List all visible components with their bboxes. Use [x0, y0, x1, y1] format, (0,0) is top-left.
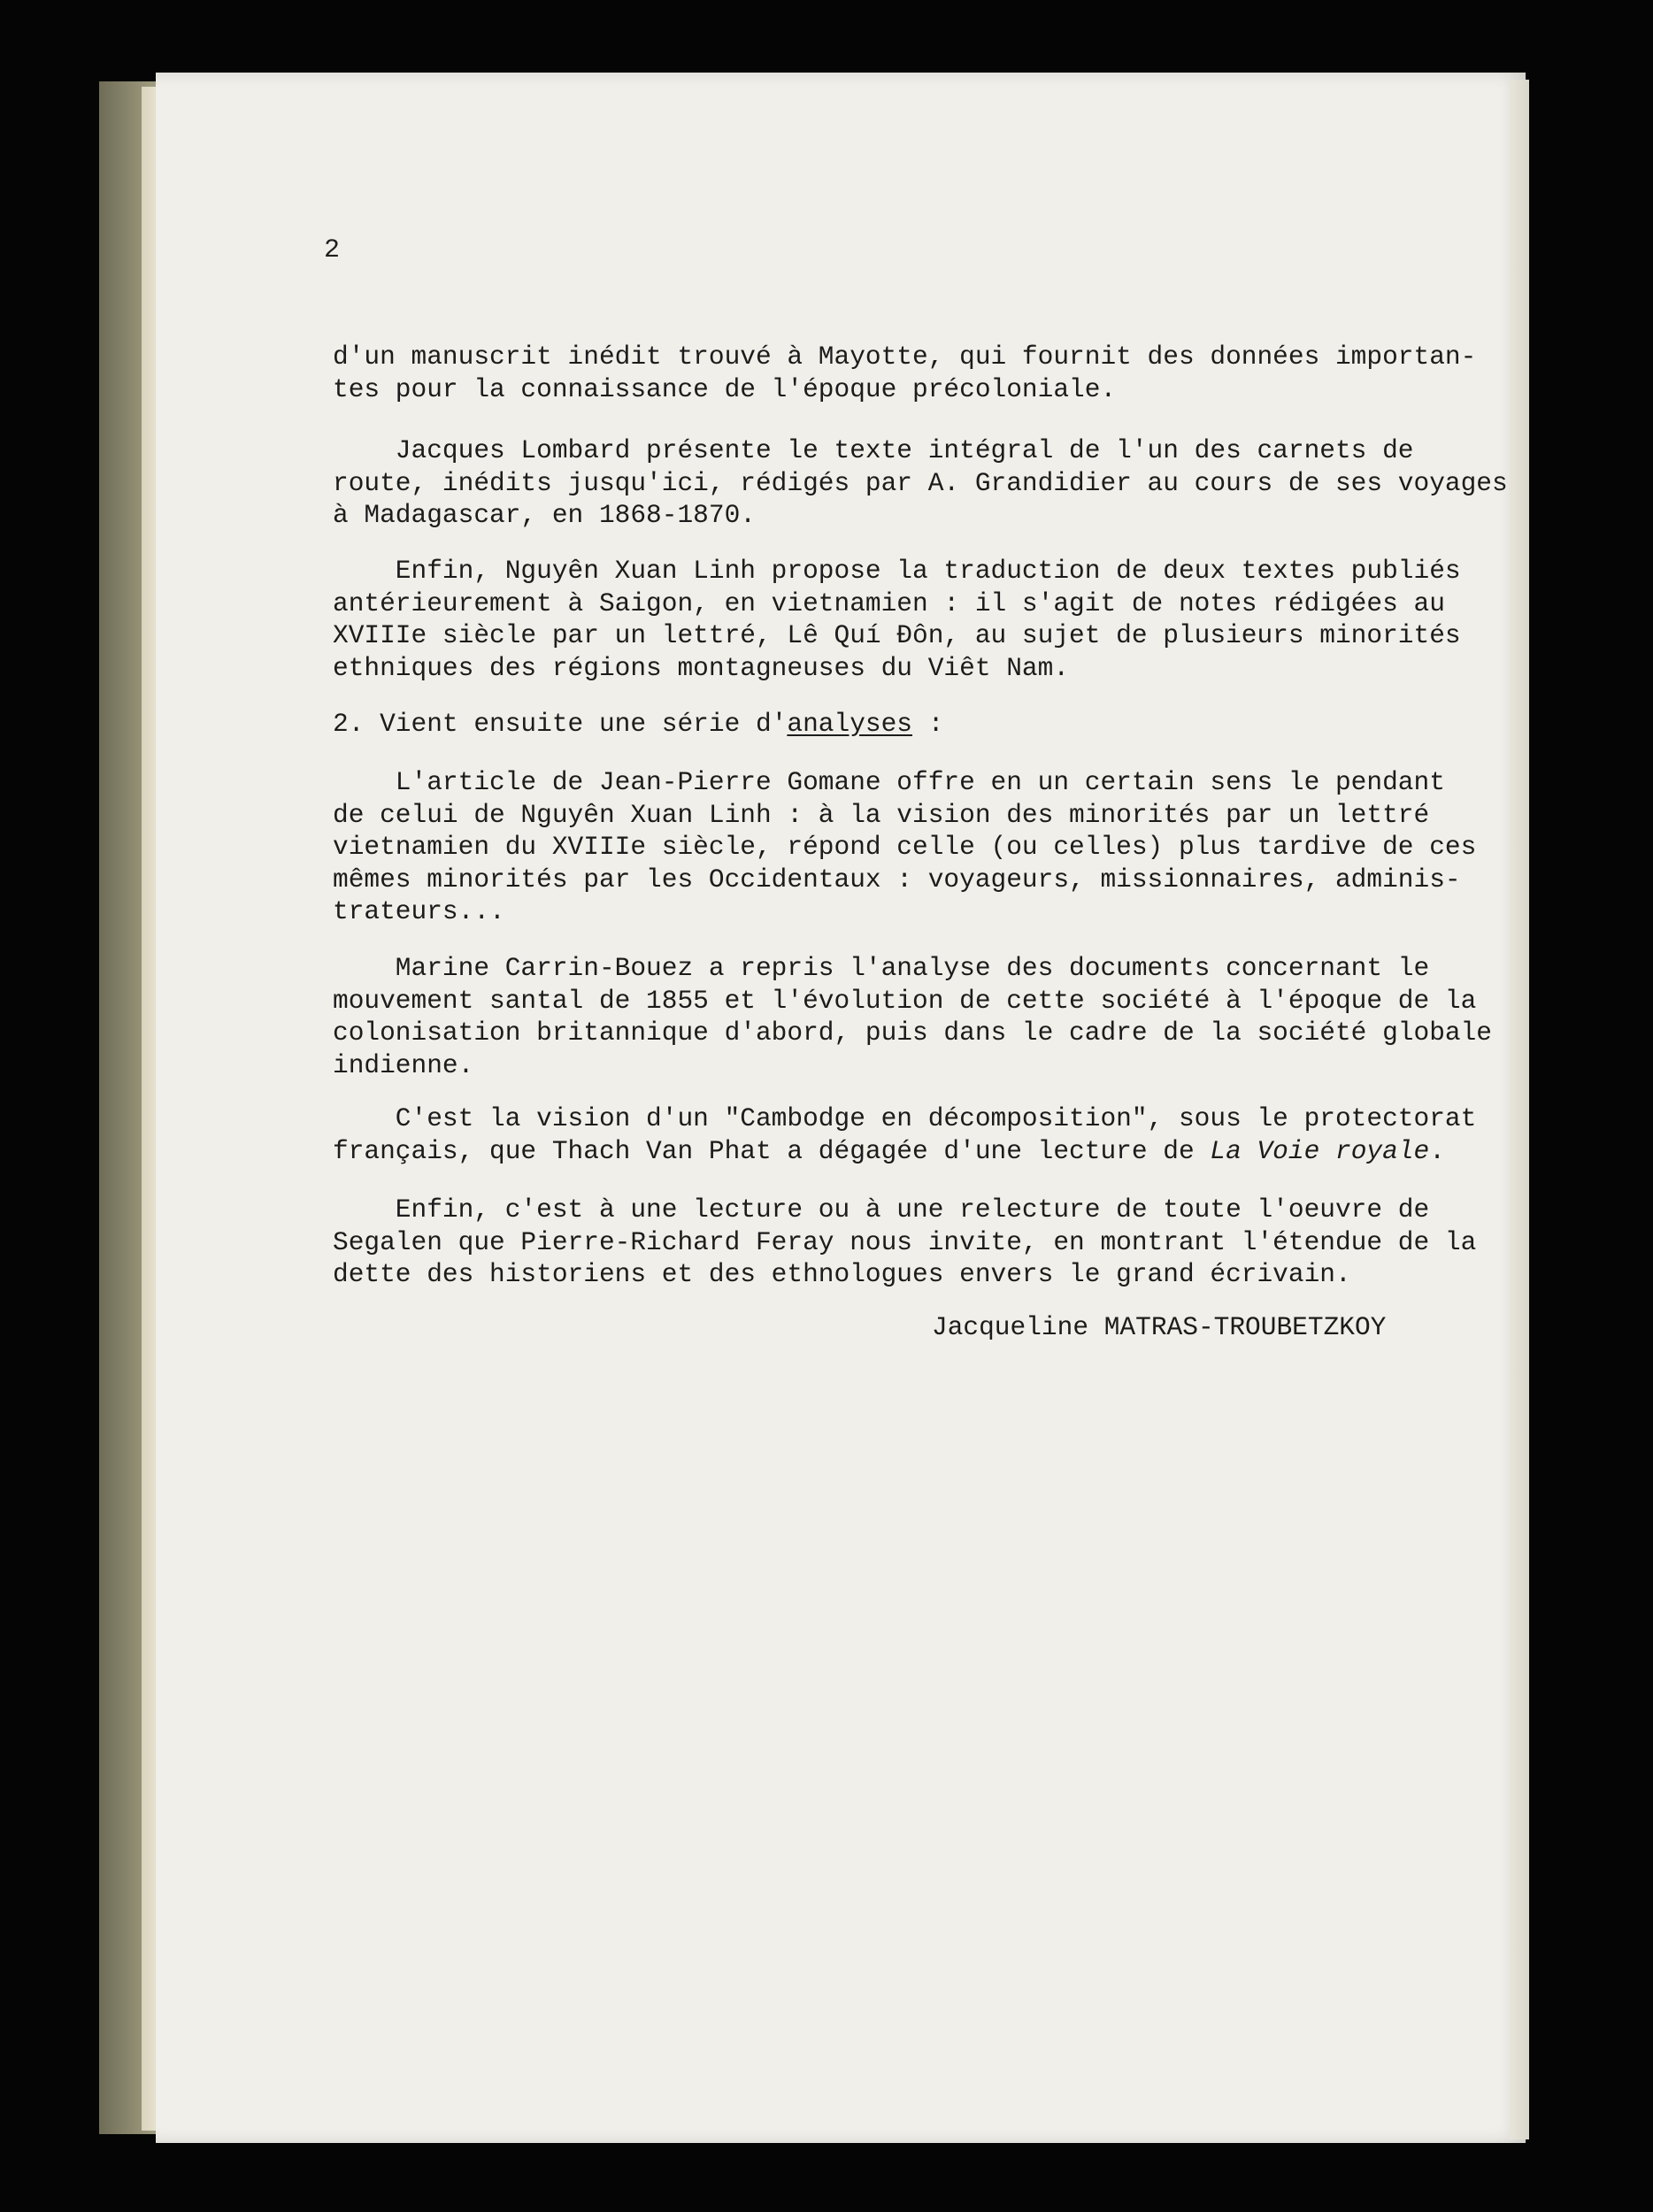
text-line: à Madagascar, en 1868-1870. — [333, 500, 756, 531]
text-line: dette des historiens et des ethnologues envers le grand écrivain. — [333, 1259, 1351, 1290]
text-line: ethniques des régions montagneuses du Viêt Nam. — [333, 652, 1070, 683]
text-line: d'un manuscrit inédit trouvé à Mayotte, qui fournit des données importan- — [333, 342, 1477, 372]
text-line: Jacques Lombard présente le texte intégral de l'un des carnets de — [333, 435, 1414, 465]
paragraph-feray — [333, 1194, 1477, 1291]
text-line: vietnamien du XVIIIe siècle, répond celle (ou celles) plus tardive de ces — [333, 832, 1477, 863]
text-line: trateurs... — [333, 896, 505, 927]
text-line: mouvement santal de 1855 et l'évolution de cette société à l'époque de la — [333, 985, 1477, 1016]
page-number: 2 — [324, 235, 341, 265]
text-segment: . — [1429, 1135, 1445, 1166]
page-edge — [1510, 80, 1529, 2139]
text-line — [333, 1135, 1445, 1168]
text-line: tes pour la connaissance de l'époque précoloniale. — [333, 373, 1117, 404]
text-segment: français, que Thach Van Phat a dégagée d'une lecture de — [333, 1135, 1211, 1166]
author-signature: Jacqueline MATRAS-TROUBETZKOY — [932, 1312, 1387, 1342]
paragraph-nguyen — [333, 555, 1461, 684]
heading-underlined-word: analyses — [787, 709, 913, 739]
text-line: Segalen que Pierre-Richard Feray nous invite, en montrant l'étendue de la — [333, 1226, 1477, 1257]
heading-suffix: : — [912, 709, 944, 739]
paragraph-carrin-bouez — [333, 952, 1493, 1081]
text-line: de celui de Nguyên Xuan Linh : à la vision des minorités par un lettré — [333, 799, 1430, 830]
text-line: XVIIIe siècle par un lettré, Lê Quí Ðôn, au sujet de plusieurs minorités — [333, 620, 1461, 651]
text-line: indienne. — [333, 1049, 474, 1080]
text-line: colonisation britannique d'abord, puis dans le cadre de la société globale — [333, 1018, 1493, 1048]
text-line: L'article de Jean-Pierre Gomane offre en un certain sens le pendant — [333, 767, 1445, 797]
heading-prefix: 2. Vient ensuite une série d' — [333, 709, 788, 739]
text-line: Enfin, Nguyên Xuan Linh propose la traduction de deux textes publiés — [333, 556, 1461, 586]
text-line: route, inédits jusqu'ici, rédigés par A. Grandidier au cours de ses voyages — [333, 467, 1508, 498]
text-line: antérieurement à Saigon, en vietnamien : il s'agit de notes rédigées au — [333, 588, 1445, 618]
paragraph-lombard — [333, 434, 1508, 532]
book-title: La Voie royale — [1210, 1135, 1430, 1166]
text-line: Enfin, c'est à une lecture ou à une relecture de toute l'oeuvre de — [333, 1194, 1430, 1225]
section-heading-analyses — [333, 708, 1430, 741]
paragraph-thach-van-phat — [333, 1102, 1477, 1167]
text-line: Marine Carrin-Bouez a repris l'analyse des documents concernant le — [333, 953, 1430, 983]
paragraph-gomane — [333, 766, 1477, 928]
text-line: mêmes minorités par les Occidentaux : voyageurs, missionnaires, adminis- — [333, 864, 1461, 895]
paragraph-mayotte — [333, 341, 1477, 405]
text-line: C'est la vision d'un "Cambodge en décomposition", sous le protectorat — [333, 1103, 1477, 1133]
